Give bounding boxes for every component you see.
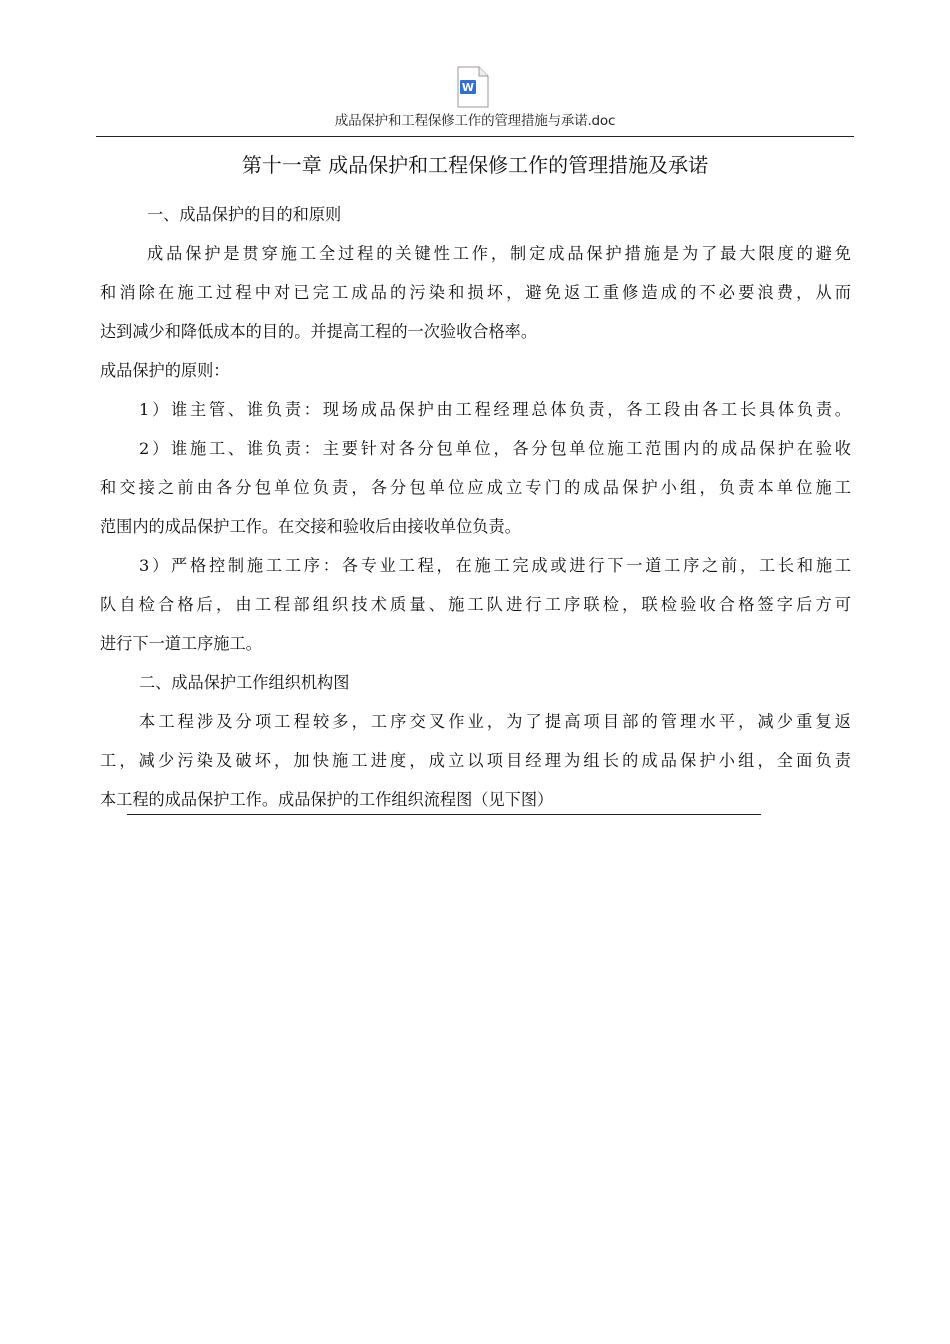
- section1-para-line: 和消除在施工过程中对已完工成品的污染和损坏，避免返工重修造成的不必要浪费，从而: [100, 283, 851, 302]
- chapter-title: 第十一章 成品保护和工程保修工作的管理措施及承诺: [241, 153, 709, 177]
- principle-item-3-line: 队自检合格后，由工程部组织技术质量、施工队进行工序联检，联检验收合格签字后方可: [100, 595, 851, 614]
- svg-text:W: W: [461, 81, 475, 94]
- section2-para-line: 本工程涉及分项工程较多，工序交叉作业，为了提高项目部的管理水平，减少重复返: [139, 712, 851, 731]
- section2-para-line: 工，减少污染及破坏，加快施工进度，成立以项目经理为组长的成品保护小组，全面负责: [100, 751, 851, 770]
- principle-item-2-line: 2）谁施工、谁负责：主要针对各分包单位，各分包单位施工范围内的成品保护在验收: [139, 439, 851, 458]
- principle-item-3-line: 3）严格控制施工工序：各专业工程，在施工完成或进行下一道工序之前，工长和施工: [139, 556, 851, 575]
- section2-para-line: 本工程的成品保护工作。成品保护的工作组织流程图（见下图）: [100, 790, 554, 809]
- principle-item-2-line: 和交接之前由各分包单位负责，各分包单位应成立专门的成品保护小组，负责本单位施工: [100, 478, 851, 497]
- principle-item-1: 1）谁主管、谁负责：现场成品保护由工程经理总体负责，各工段由各工长具体负责。: [139, 400, 851, 419]
- principle-item-3-line: 进行下一道工序施工。: [100, 634, 262, 653]
- file-name: 成品保护和工程保修工作的管理措施与承诺.doc: [334, 113, 616, 129]
- word-document-icon: [456, 66, 490, 108]
- section-divider: [127, 814, 761, 815]
- section1-heading: 一、成品保护的目的和原则: [147, 205, 342, 224]
- principle-item-2-line: 范围内的成品保护工作。在交接和验收后由接收单位负责。: [100, 517, 521, 536]
- section1-para-line: 成品保护是贯穿施工全过程的关键性工作，制定成品保护措施是为了最大限度的避免: [147, 244, 851, 263]
- header-divider: [96, 136, 854, 137]
- principles-label: 成品保护的原则：: [100, 361, 230, 380]
- section2-heading: 二、成品保护工作组织机构图: [139, 673, 350, 692]
- section1-para-line: 达到减少和降低成本的目的。并提高工程的一次验收合格率。: [100, 322, 538, 341]
